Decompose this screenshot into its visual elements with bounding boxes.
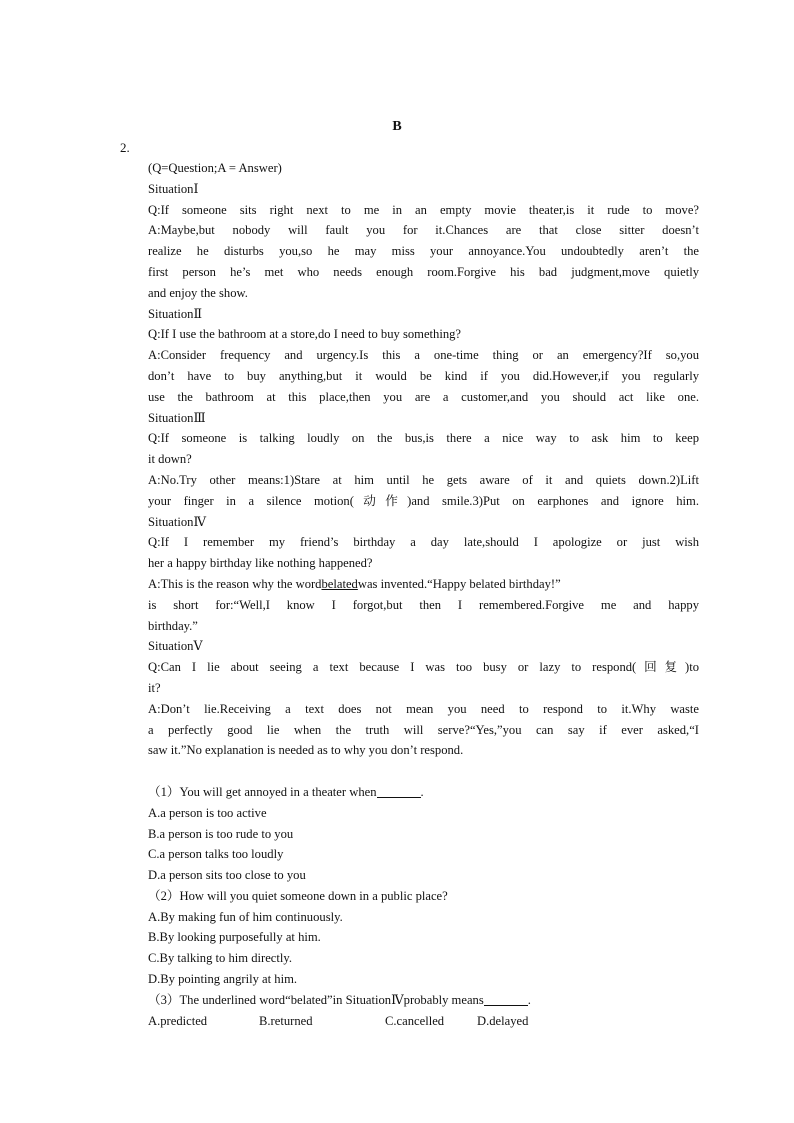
situation-1-line-3: realize he disturbs you,so he may miss your annoyance.You undoubtedly aren’t the bbox=[148, 244, 699, 259]
question-3-end: . bbox=[527, 992, 531, 1007]
question-2-option-d: D.By pointing angrily at him. bbox=[148, 972, 298, 987]
question-3-options bbox=[148, 1011, 699, 1032]
question-number: 2. bbox=[120, 140, 130, 155]
situation-5-line-5: saw it.”No explanation is needed as to why you don’t respond. bbox=[148, 743, 464, 758]
situation-3-label: SituationⅢ bbox=[148, 410, 206, 425]
situation-4-line-3 bbox=[148, 574, 699, 595]
question-2-option-c: C.By talking to him directly. bbox=[148, 951, 292, 966]
spacer bbox=[148, 761, 699, 782]
situation-4-line-5: birthday.” bbox=[148, 618, 198, 633]
question-1-end: . bbox=[420, 784, 424, 799]
situation-3-line-4: your finger in a silence motion(动作)and smile.3)Put on earphones and ignore him. bbox=[148, 493, 699, 508]
situation-4-label: SituationⅣ bbox=[148, 514, 207, 529]
situation-1-line-4: first person he’s met who needs enough room.Forgive his bad judgment,move quietly bbox=[148, 264, 699, 279]
passage-content bbox=[148, 158, 699, 1031]
situation-1-line-5: and enjoy the show. bbox=[148, 285, 248, 300]
situation-5-line-1: Q:Can I lie about seeing a text because I was too busy or lazy to respond(回复)to bbox=[148, 660, 699, 675]
underline-suffix: was invented.“Happy belated birthday!” bbox=[357, 576, 561, 591]
question-3-option-d: D.delayed bbox=[477, 1013, 529, 1028]
situation-2-line-3: don’t have to buy anything,but it would be kind if you did.However,if you regularly bbox=[148, 368, 699, 383]
situation-2-line-4: use the bathroom at this place,then you are a customer,and you should act like one. bbox=[148, 389, 699, 404]
question-3-option-b: B.returned bbox=[259, 1013, 313, 1028]
question-1-text: （1）You will get annoyed in a theater when bbox=[148, 784, 377, 799]
answer-blank bbox=[484, 993, 528, 1006]
situation-4-line-2: her a happy birthday like nothing happened? bbox=[148, 556, 373, 571]
situation-5-line-3: A:Don’t lie.Receiving a text does not mean you need to respond to it.Why waste bbox=[148, 701, 699, 716]
situation-1-line-1: Q:If someone sits right next to me in an empty movie theater,is it rude to move? bbox=[148, 202, 699, 217]
question-1-option-d: D.a person sits too close to you bbox=[148, 868, 306, 883]
section-title: B bbox=[392, 119, 402, 134]
question-3-stem bbox=[148, 990, 699, 1011]
question-1-option-a: A.a person is too active bbox=[148, 805, 267, 820]
situation-4-line-4: is short for:“Well,I know I forgot,but then I remembered.Forgive me and happy bbox=[148, 597, 699, 612]
situation-2-line-1: Q:If I use the bathroom at a store,do I need to buy something? bbox=[148, 327, 462, 342]
situation-2-label: SituationⅡ bbox=[148, 306, 203, 321]
situation-1-label: SituationⅠ bbox=[148, 181, 199, 196]
question-2-option-a: A.By making fun of him continuously. bbox=[148, 909, 343, 924]
intro-line: (Q=Question;A = Answer) bbox=[148, 161, 282, 175]
question-2-stem: （2）How will you quiet someone down in a public place? bbox=[148, 888, 448, 903]
question-1-option-c: C.a person talks too loudly bbox=[148, 847, 284, 862]
situation-2-line-2: A:Consider frequency and urgency.Is this a one-time thing or an emergency?If so,you bbox=[148, 348, 699, 363]
situation-5-label: SituationⅤ bbox=[148, 639, 203, 654]
answer-blank bbox=[377, 785, 421, 798]
question-1-option-b: B.a person is too rude to you bbox=[148, 826, 294, 841]
question-3-text: （3）The underlined word“belated”in SituationⅣprobably means bbox=[148, 992, 484, 1007]
situation-3-line-1: Q:If someone is talking loudly on the bus,is there a nice way to ask him to keep bbox=[148, 431, 699, 446]
question-1-stem bbox=[148, 782, 699, 803]
underline-prefix: A:This is the reason why the word bbox=[148, 576, 322, 591]
situation-5-line-2: it? bbox=[148, 680, 161, 695]
situation-3-line-2: it down? bbox=[148, 452, 192, 467]
question-3-option-a: A.predicted bbox=[148, 1013, 208, 1028]
situation-4-line-1: Q:If I remember my friend’s birthday a day late,should I apologize or just wish bbox=[148, 535, 699, 550]
question-3-option-c: C.cancelled bbox=[385, 1013, 445, 1028]
situation-3-line-3: A:No.Try other means:1)Stare at him until he gets aware of it and quiets down.2)Lift bbox=[148, 472, 699, 487]
underlined-word: belated bbox=[321, 576, 358, 591]
situation-1-line-2: A:Maybe,but nobody will fault you for it.Chances are that close sitter doesn’t bbox=[148, 223, 699, 238]
question-2-option-b: B.By looking purposefully at him. bbox=[148, 930, 321, 945]
situation-5-line-4: a perfectly good lie when the truth will serve?“Yes,”you can say if ever asked,“I bbox=[148, 722, 699, 737]
